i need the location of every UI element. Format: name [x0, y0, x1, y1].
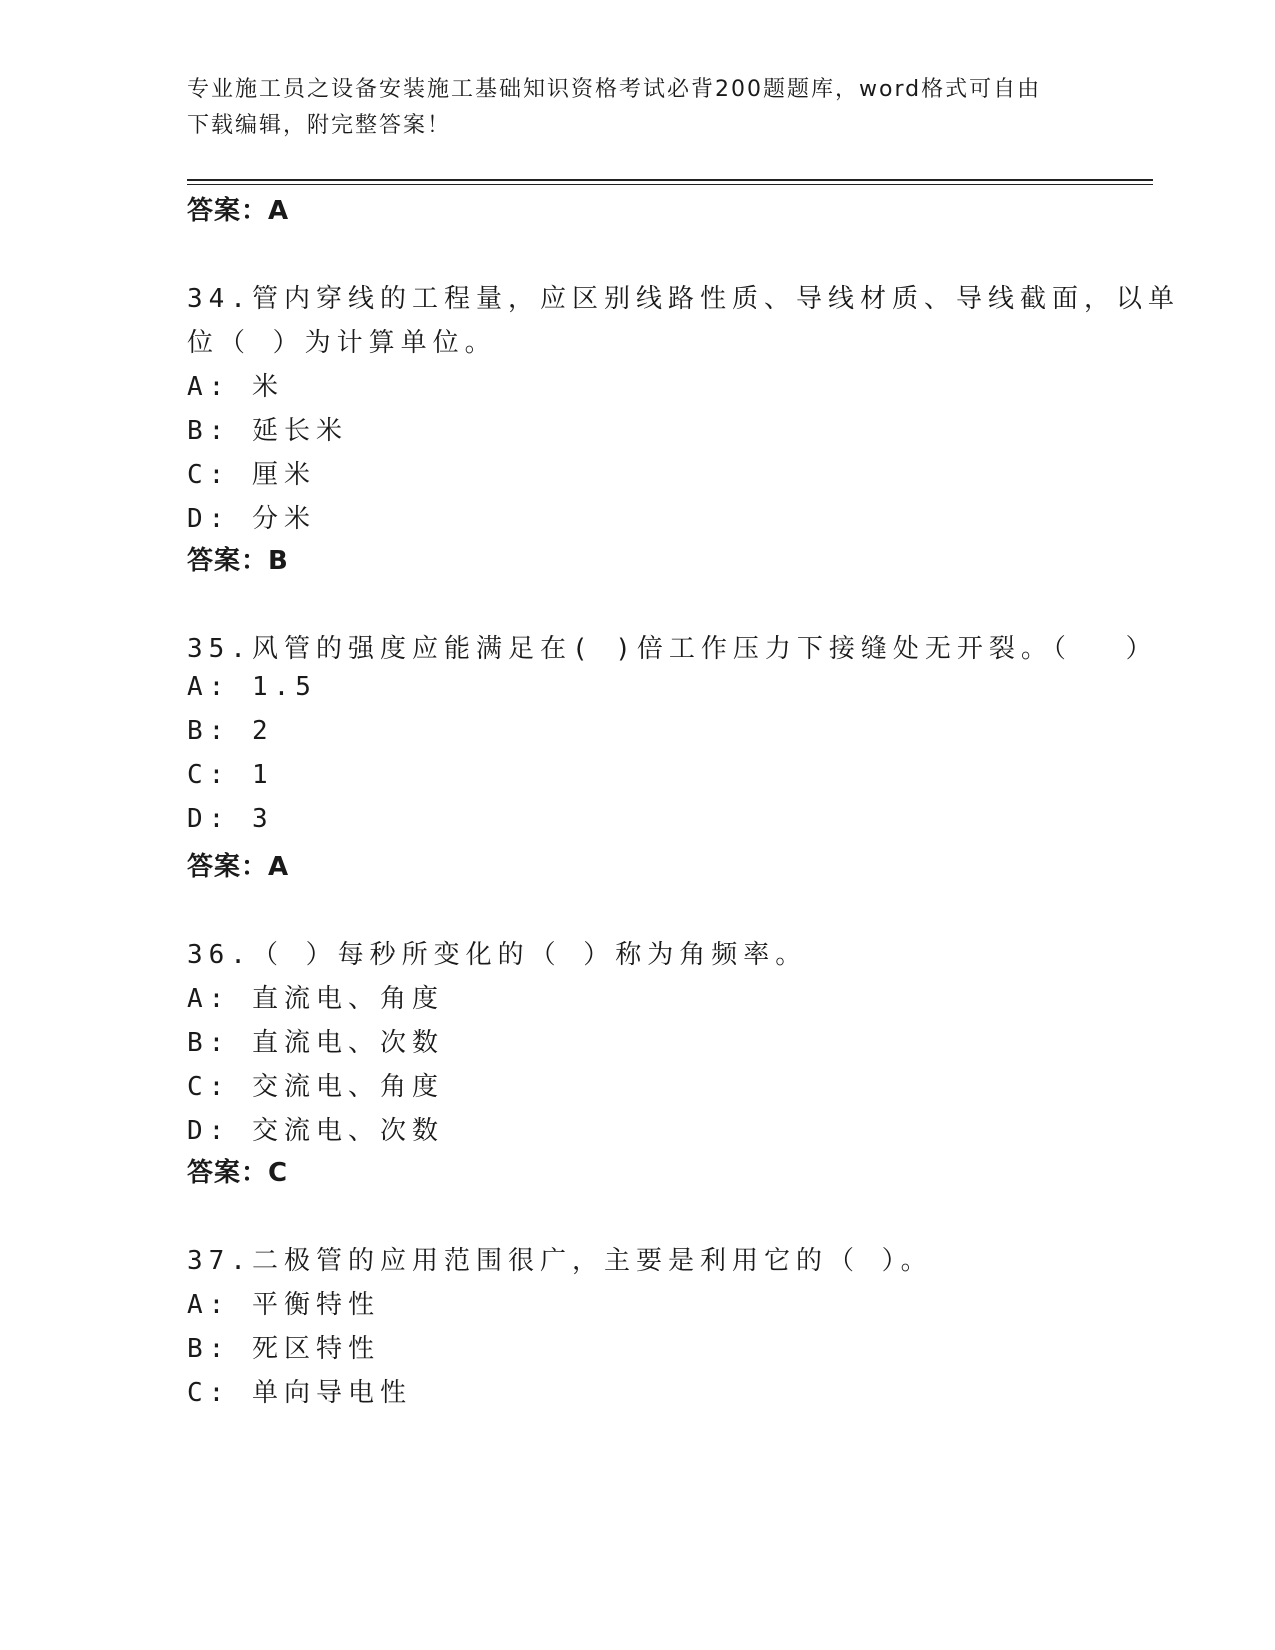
q36-option-a: A: 直流电、角度 [187, 984, 444, 1014]
q36-stem: 36.（ ）每秒所变化的（ ）称为角频率。 [187, 940, 808, 970]
prev-answer: 答案：A [187, 196, 290, 226]
q35-option-d: D: 3 [187, 804, 274, 834]
q34-option-a: A: 米 [187, 372, 284, 402]
q37-option-a: A: 平衡特性 [187, 1290, 380, 1320]
q34-stem-line2: 位（ ）为计算单位。 [187, 328, 497, 358]
header-rule-thin [187, 184, 1153, 185]
q37-option-c: C: 单向导电性 [187, 1378, 412, 1408]
q35-option-a: A: 1.5 [187, 672, 317, 702]
q35-stem: 35.风管的强度应能满足在( )倍工作压力下接缝处无开裂。（ ） [187, 634, 1158, 664]
header-line-1: 专业施工员之设备安装施工基础知识资格考试必背200题题库，word格式可自由 [187, 77, 1042, 102]
header-line-2: 下载编辑，附完整答案！ [187, 113, 452, 138]
q36-option-c: C: 交流电、角度 [187, 1072, 444, 1102]
q34-option-b: B: 延长米 [187, 416, 348, 446]
q34-option-d: D: 分米 [187, 504, 316, 534]
q37-stem: 37.二极管的应用范围很广，主要是利用它的（ ）。 [187, 1246, 933, 1276]
q35-answer: 答案：A [187, 852, 290, 882]
q37-option-b: B: 死区特性 [187, 1334, 380, 1364]
q36-option-b: B: 直流电、次数 [187, 1028, 444, 1058]
q34-answer: 答案：B [187, 546, 289, 576]
q34-stem-line1: 34.管内穿线的工程量，应区别线路性质、导线材质、导线截面，以单 [187, 284, 1180, 314]
q35-option-c: C: 1 [187, 760, 274, 790]
q35-option-b: B: 2 [187, 716, 274, 746]
document-header [187, 72, 1087, 144]
q34-option-c: C: 厘米 [187, 460, 316, 490]
q36-answer: 答案：C [187, 1158, 289, 1188]
header-rule-thick [187, 179, 1153, 181]
q36-option-d: D: 交流电、次数 [187, 1116, 444, 1146]
